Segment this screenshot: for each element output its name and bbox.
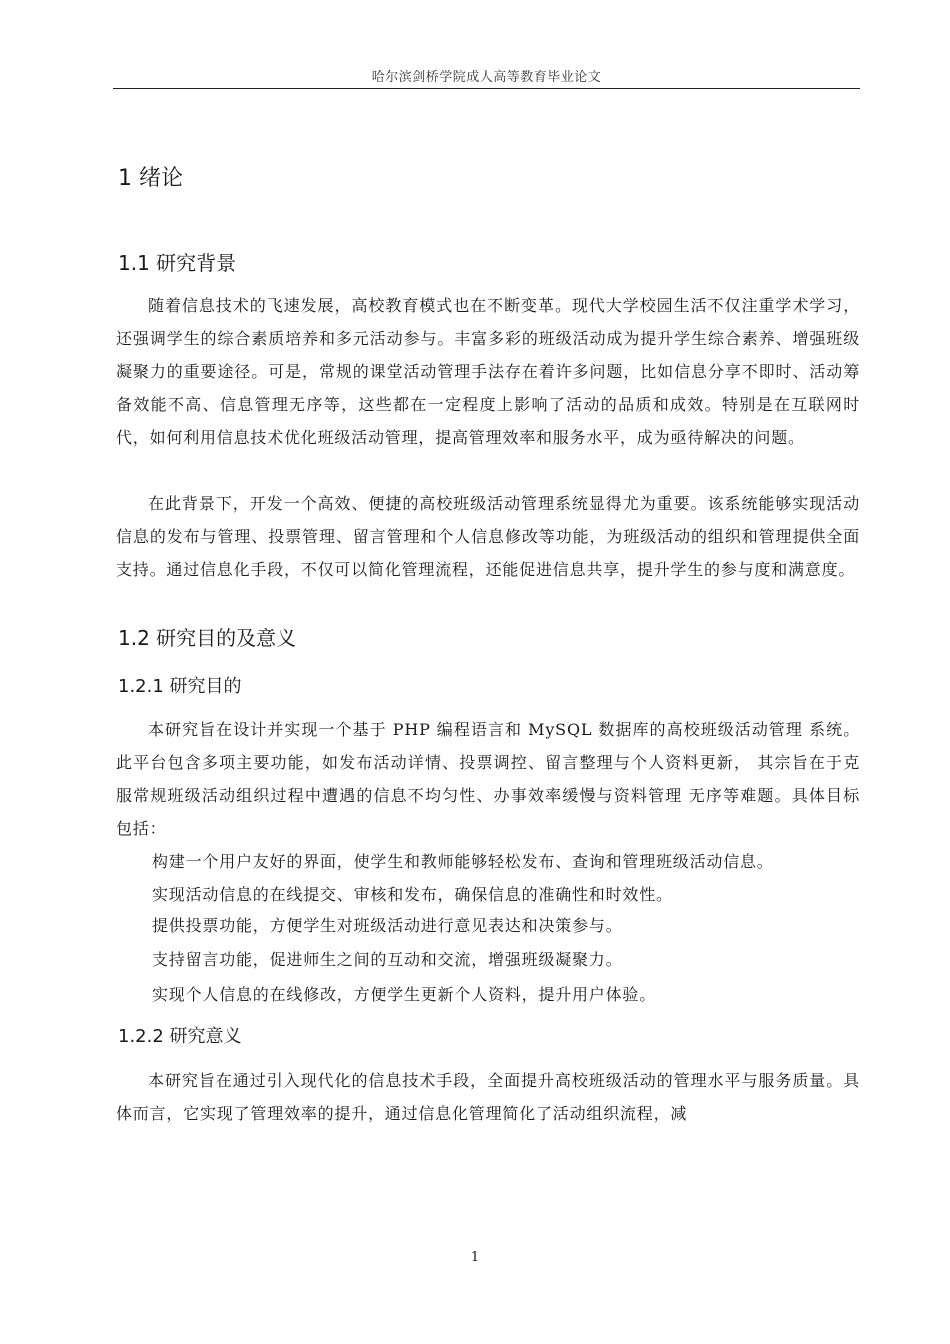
section-title-purpose-significance: 1.2 研究目的及意义 [118, 626, 297, 650]
goal-item-1: 构建一个用户友好的界面，使学生和教师能够轻松发布、查询和管理班级活动信息。 [152, 852, 774, 871]
subsection-title-significance: 1.2.2 研究意义 [118, 1026, 242, 1047]
purpose-paragraph: 本研究旨在设计并实现一个基于 PHP 编程语言和 MySQL 数据库的高校班级活动管理 系统。此平台包含多项主要功能，如发布活动详情、投票调控、留言整理与个人资料更新， 其宗旨在于克服常规班级活动组织过程中遭遇的信息不均匀性、办事效率缓慢与资料管理 无序等难题。具体目标包括： [116, 720, 860, 838]
section-title-background: 1.1 研究背景 [118, 251, 237, 275]
chapter-title: 1 绪论 [118, 166, 183, 191]
background-paragraph-1: 随着信息技术的飞速发展，高校教育模式也在不断变革。现代大学校园生活不仅注重学术学习，还强调学生的综合素质培养和多元活动参与。丰富多彩的班级活动成为提升学生综合素养、增强班级凝聚力的重要途径。可是，常规的课堂活动管理手法存在着许多问题，比如信息分享不即时、活动筹备效能不高、信息管理无序等，这些都在一定程度上影响了活动的品质和成效。特别是在互联网时代，如何利用信息技术优化班级活动管理，提高管理效率和服务水平，成为亟待解决的问题。 [116, 296, 860, 447]
subsection-title-purpose: 1.2.1 研究目的 [118, 676, 242, 697]
background-paragraph-2: 在此背景下，开发一个高效、便捷的高校班级活动管理系统显得尤为重要。该系统能够实现活动信息的发布与管理、投票管理、留言管理和个人信息修改等功能，为班级活动的组织和管理提供全面支持。通过信息化手段，不仅可以简化管理流程，还能促进信息共享，提升学生的参与度和满意度。 [116, 494, 860, 579]
goal-item-5: 实现个人信息的在线修改，方便学生更新个人资料，提升用户体验。 [152, 985, 657, 1004]
goal-item-4: 支持留言功能，促进师生之间的互动和交流，增强班级凝聚力。 [152, 950, 623, 969]
page-number: 1 [470, 1250, 480, 1265]
running-header: 哈尔滨剑桥学院成人高等教育毕业论文 [371, 70, 602, 85]
header-rule [113, 88, 860, 89]
goal-item-3: 提供投票功能，方便学生对班级活动进行意见表达和决策参与。 [152, 916, 623, 935]
significance-paragraph: 本研究旨在通过引入现代化的信息技术手段，全面提升高校班级活动的管理水平与服务质量。具体而言，它实现了管理效率的提升，通过信息化管理简化了活动组织流程，减 [116, 1071, 860, 1123]
goal-item-2: 实现活动信息的在线提交、审核和发布，确保信息的准确性和时效性。 [152, 885, 673, 904]
